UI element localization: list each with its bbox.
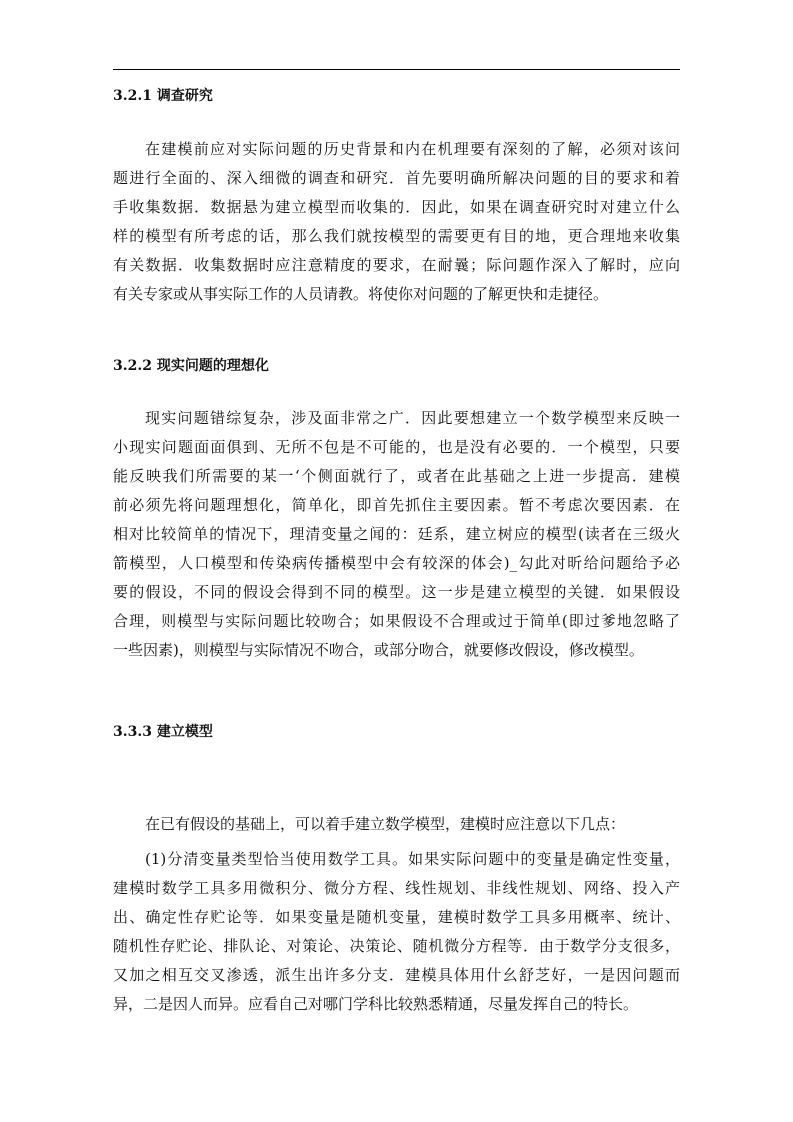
paragraph-modeling-intro: [113, 810, 680, 839]
paragraph-line: 样的模型有所考虑的话，那么我们就按模型的需要更有目的地，更合理地来收集: [113, 227, 680, 245]
paragraph-idealization: [113, 404, 680, 665]
paragraph-line: 又加之相互交叉渗透，派生出许多分支．建模具体用什幺舒芝好，一是因问题而: [113, 966, 680, 984]
paragraph-investigation: [113, 135, 680, 309]
paragraph-line: 能反映我们所需要的某一‘个侧面就行了，或者在此基础之上进一步提高．建模: [113, 467, 680, 485]
paragraph-line: 现实问题错综复杂，涉及面非常之广．因此要想建立一个数学模型来反映一: [145, 409, 680, 427]
section-heading-3-2-1: 3.2.1 调查研究: [113, 88, 213, 104]
paragraph-line: 随机性存贮论、排队论、对策论、决策论、随机微分方程等．由于数学分支很多，: [113, 937, 680, 955]
paragraph-line: 建模时数学工具多用微积分、微分方程、线性规划、非线性规划、网络、投入产: [113, 879, 680, 897]
paragraph-line: 异，二是因人而异。应看自己对哪门学科比较熟悉精通，尽量发挥自己的特长。: [113, 995, 639, 1013]
header-rule: [113, 69, 680, 70]
paragraph-line: 小现实问题面面俱到、无所不包是不可能的，也是没有必要的．一个模型，只要: [113, 438, 680, 456]
paragraph-modeling-points: [113, 845, 680, 1019]
section-heading-3-2-2: 3.2.2 现实问题的理想化: [113, 358, 269, 374]
paragraph-line: 合理，则模型与实际问题比较吻合；如果假设不合理或过于简单(即过爹地忽略了: [113, 612, 680, 630]
paragraph-line: (1)分清变量类型恰当使用数学工具。如果实际问题中的变量是确定性变量，: [145, 850, 680, 868]
section-heading-3-3-3: 3.3.3 建立模型: [113, 724, 213, 740]
paragraph-line: 手收集数据．数据悬为建立模型而收集的．因此，如果在调查研究时对建立什么: [113, 198, 680, 216]
paragraph-line: 前必须先将问题理想化，简单化，即首先抓住主要因素。暂不考虑次要因素．在: [113, 496, 680, 514]
paragraph-line: 一些因素)，则模型与实际情况不吻合，或部分吻合，就要修改假设，修改模型。: [113, 641, 644, 659]
paragraph-line: 有关数据．收集数据时应注意精度的要求，在耐曩；际问题作深入了解时，应向: [113, 256, 680, 274]
paragraph-line: 在已有假设的基础上，可以着手建立数学模型，建模时应注意以下几点：: [145, 815, 626, 833]
paragraph-line: 要的假设，不同的假设会得到不同的模型。这一步是建立模型的关键．如果假设: [113, 583, 680, 601]
paragraph-line: 相对比较简单的情况下，理清变量之闻的：廷系，建立树应的模型(读者在三级火: [113, 525, 680, 543]
paragraph-line: 在建模前应对实际问题的历史背景和内在机理要有深刻的了解，必须对该问: [145, 140, 680, 158]
paragraph-line: 有关专家或从事实际工作的人员请教。将使你对问题的了解更快和走捷径。: [113, 285, 609, 303]
paragraph-line: 出、确定性存贮论等．如果变量是随机变量，建模时数学工具多用概率、统计、: [113, 908, 680, 926]
paragraph-line: 箭模型，人口模型和传染病传播模型中会有较深的体会)_勾此对昕给问题给予必: [113, 554, 680, 572]
paragraph-line: 题进行全面的、深入细微的调查和研究．首先要明确所解决问题的目的要求和着: [113, 169, 680, 187]
